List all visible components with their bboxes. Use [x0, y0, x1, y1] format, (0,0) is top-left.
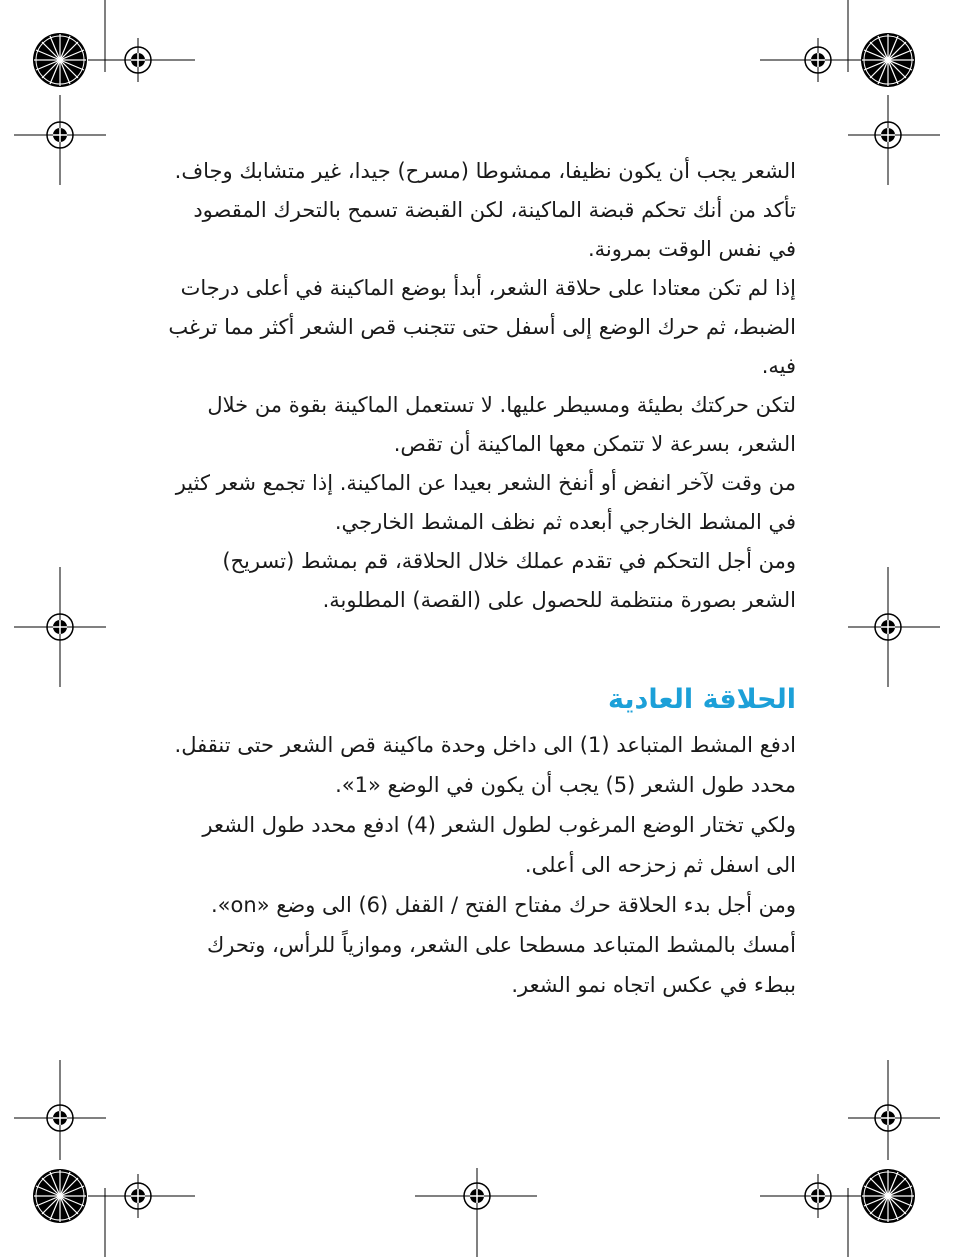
section-heading: الحلاقة العادية — [608, 684, 796, 715]
section-paragraph-5: أمسك بالمشط المتباعد مسطحا على الشعر، وموازياً للرأس، وتحرك ببطء في عكس اتجاه نمو الشعر. — [206, 933, 796, 997]
intro-paragraph-3: إذا لم تكن معتادا على حلاقة الشعر، أبدأ بوضع الماكينة في أعلى درجات الضبط، ثم حرك الوضع إلى أسفل حتى تتجنب قص الشعر أكثر مما ترغب فيه. — [168, 276, 796, 378]
section-paragraph-2: محدد طول الشعر (5) يجب أن يكون في الوضع «1». — [335, 773, 796, 797]
intro-paragraph-2: تأكد من أنك تحكم قبضة الماكينة، لكن القبضة تسمح بالتحرك المقصود في نفس الوقت بمرونة. — [193, 198, 796, 261]
intro-paragraph-1: الشعر يجب أن يكون نظيفا، ممشوطا (مسرح) جيدا، غير متشابك وجاف. — [174, 159, 796, 183]
section-paragraph-1: ادفع المشط المتباعد (1) الى داخل وحدة ماكينة قص الشعر حتى تنقفل. — [174, 733, 796, 757]
intro-paragraph-6: ومن أجل التحكم في تقدم عملك خلال الحلاقة، قم بمشط (تسريح) الشعر بصورة منتظمة للحصول على (القصة) المطلوبة. — [222, 549, 796, 612]
intro-paragraph-4: لتكن حركتك بطيئة ومسيطر عليها. لا تستعمل الماكينة بقوة من خلال الشعر، بسرعة لا تتمكن معها الماكينة أن تقص. — [207, 393, 796, 456]
section-paragraph-3: ولكي تختار الوضع المرغوب لطول الشعر (4) ادفع محدد طول الشعر الى اسفل ثم زحزحه الى أعلى. — [202, 813, 796, 877]
section-paragraph-4: ومن أجل بدء الحلاقة حرك مفتاح الفتح / القفل (6) الى وضع «on». — [210, 893, 796, 917]
intro-paragraph-5: من وقت لآخر انفض أو أنفخ الشعر بعيدا عن الماكينة. إذا تجمع شعر كثير في المشط الخارجي أبعده ثم نظف المشط الخارجي. — [175, 471, 796, 534]
document-body — [168, 152, 796, 1005]
